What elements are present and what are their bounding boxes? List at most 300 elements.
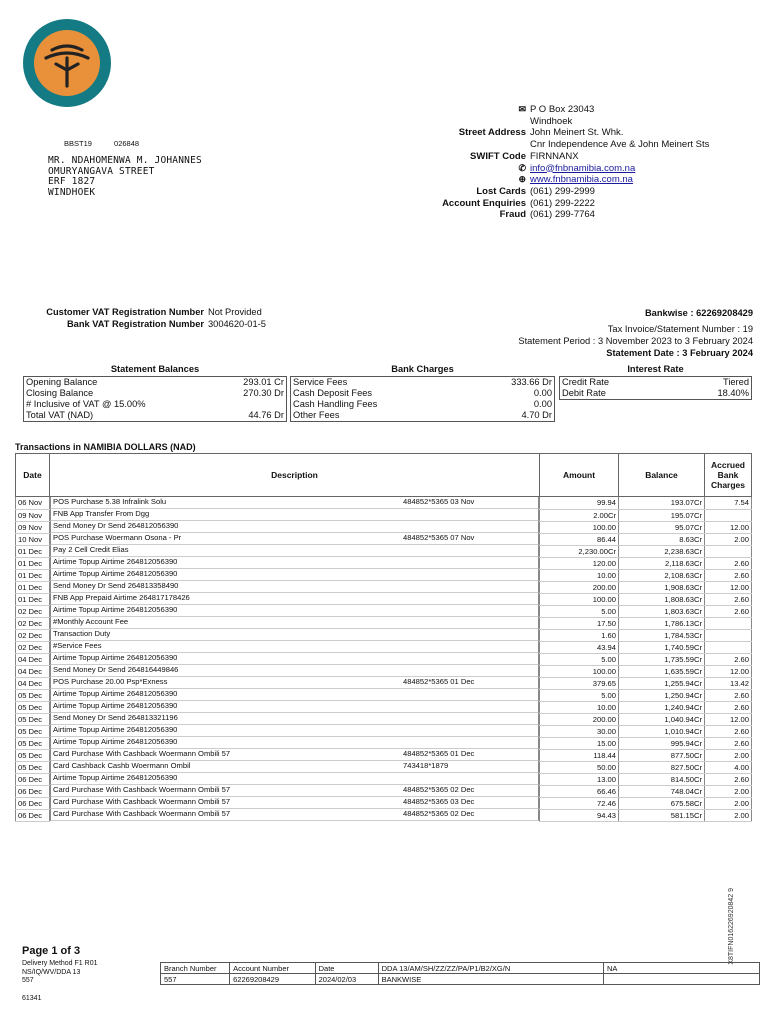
tx-date: 01 Dec [16,557,50,569]
balances-label: Opening Balance [26,377,98,387]
tx-description-cell [50,761,539,773]
tx-amount: 379.65 [540,677,619,689]
table-row [16,593,752,605]
charges-value: 0.00 [533,388,552,398]
website-link[interactable]: www.fnbnamibia.com.na [530,174,633,186]
tx-amount: 100.00 [540,665,619,677]
contact-value: Cnr Independence Ave & John Meinert Sts [530,139,710,151]
tx-description: Send Money Dr Send 264812056390 [53,521,179,530]
tx-description: #Service Fees [53,641,102,650]
interest-row [560,388,751,399]
tx-description-cell [50,665,539,677]
contact-row [380,174,740,186]
tx-amount: 43.94 [540,641,619,653]
table-row [16,557,752,569]
tx-description: Send Money Dr Send 264813358490 [53,581,179,590]
tx-accrued-charges: 2.60 [705,689,752,701]
contact-value: Windhoek [530,115,573,127]
tx-description: Airtime Topup Airtime 264812056390 [53,725,178,734]
tx-amount: 30.00 [540,725,619,737]
tx-balance: 581.15Cr [619,809,705,821]
tx-accrued-charges: 2.60 [705,557,752,569]
tx-description: POS Purchase 20.00 Psp*Exness [53,677,168,686]
tx-description-cell [50,617,539,629]
tx-accrued-charges [705,641,752,653]
envelope-icon: ✉ [518,104,526,114]
tx-accrued-charges: 2.60 [705,773,752,785]
contact-row [380,198,740,210]
tx-description: Airtime Topup Airtime 264812056390 [53,653,178,662]
tx-description: Airtime Topup Airtime 264812056390 [53,737,178,746]
tx-date: 05 Dec [16,737,50,749]
tx-balance: 1,786.13Cr [619,617,705,629]
table-row [16,545,752,557]
tx-description: Airtime Topup Airtime 264812056390 [53,569,178,578]
tx-balance: 1,635.59Cr [619,665,705,677]
tx-accrued-charges [705,617,752,629]
tx-description: Card Purchase With Cashback Woermann Ombili 57 [53,797,231,806]
bank-charges [290,364,555,422]
table-row [16,509,752,521]
balances-value: 44.76 Dr [248,410,284,420]
tx-balance: 675.58Cr [619,797,705,809]
tx-balance: 1,908.63Cr [619,581,705,593]
tx-accrued-charges: 2.60 [705,569,752,581]
balances-row [24,388,286,399]
tx-balance: 1,010.94Cr [619,725,705,737]
tx-balance: 1,808.63Cr [619,593,705,605]
contact-label: Street Address [458,127,526,139]
tx-reference: 484852*5365 02 Dec [403,809,475,818]
tx-amount: 99.94 [540,497,619,510]
charges-label: Cash Handling Fees [293,399,378,409]
tx-reference: 484852*5365 03 Nov [403,497,475,506]
tx-description: Airtime Topup Airtime 264812056390 [53,605,178,614]
balances-value: 293.01 Cr [243,377,284,387]
delivery-info-line: NS/IQ/WV/DDA 13 [22,968,81,976]
balances-row [24,377,286,388]
delivery-info-line: 557 [22,977,34,985]
mail-reference [64,139,159,148]
tx-accrued-charges: 13.42 [705,677,752,689]
tx-date: 01 Dec [16,593,50,605]
tx-description-cell [50,785,539,797]
fnb-logo [22,18,112,108]
tx-description-cell [50,653,539,665]
tx-description-cell [50,701,539,713]
tx-amount: 10.00 [540,701,619,713]
contact-label [380,139,530,151]
tx-date: 06 Dec [16,797,50,809]
table-row [16,569,752,581]
tx-date: 04 Dec [16,665,50,677]
tx-accrued-charges: 2.60 [705,653,752,665]
tx-accrued-charges: 2.00 [705,749,752,761]
tx-accrued-charges: 2.60 [705,737,752,749]
charges-row [291,410,554,421]
recipient-line: OMURYANGAVA STREET [48,165,155,177]
bank-vat-value: 3004620-01-5 [208,318,266,329]
tx-description: Airtime Topup Airtime 264812056390 [53,773,178,782]
tx-date: 01 Dec [16,569,50,581]
tx-date: 05 Dec [16,725,50,737]
contact-label: SWIFT Code [470,150,526,162]
interest-rate [559,364,752,400]
contact-row [380,116,740,128]
tx-date: 06 Dec [16,785,50,797]
table-row [16,617,752,629]
footer-code: 61341 [22,995,42,1002]
contact-row [380,209,740,221]
interest-label: Credit Rate [562,377,610,387]
recipient-line: MR. NDAHOMENWA M. JOHANNES [48,155,202,166]
statement-balances [23,364,287,422]
tx-amount: 5.00 [540,605,619,617]
tx-balance: 2,118.63Cr [619,557,705,569]
charges-value: 333.66 Dr [511,377,552,387]
tx-date: 05 Dec [16,701,50,713]
charges-label: Other Fees [293,410,340,420]
tx-description: #Monthly Account Fee [53,617,129,626]
table-row [16,605,752,617]
tx-description: FNB App Prepaid Airtime 264817178426 [53,593,190,602]
tx-description-cell [50,533,539,545]
tx-amount: 120.00 [540,557,619,569]
contact-value: FIRNNANX [530,150,579,162]
tx-description: Airtime Topup Airtime 264812056390 [53,701,178,710]
email-icon: ✆ [518,162,526,173]
tx-amount: 2.00Cr [540,509,619,521]
tx-description-cell [50,629,539,641]
tx-date: 06 Dec [16,809,50,821]
balances-label: # Inclusive of VAT @ 15.00% [26,399,146,409]
tx-description: Send Money Dr Send 264816449846 [53,665,179,674]
tx-amount: 17.50 [540,617,619,629]
tx-balance: 1,803.63Cr [619,605,705,617]
table-row [16,797,752,809]
tx-description-cell [50,593,539,605]
tx-date: 05 Dec [16,689,50,701]
transactions-title: Transactions in NAMIBIA DOLLARS (NAD) [15,442,196,452]
tx-description-cell [50,689,539,701]
ref-number: 026848 [114,139,140,148]
charges-row [291,399,554,410]
col-amount: Amount [540,454,619,497]
tx-accrued-charges: 2.60 [705,605,752,617]
tx-amount: 100.00 [540,593,619,605]
tx-balance: 95.07Cr [619,521,705,533]
table-row [16,581,752,593]
bank-charges-title: Bank Charges [391,364,454,374]
globe-icon: ⊕ [518,174,526,185]
table-row [16,629,752,641]
tx-description-cell [50,737,539,749]
contact-value: (061) 299-2999 [530,185,595,197]
tx-description: POS Purchase 5.38 Infralink Solu [53,497,167,506]
account-footer-table [160,962,760,985]
tx-balance: 195.07Cr [619,509,705,521]
recipient-address [48,156,202,198]
tx-balance: 827.50Cr [619,761,705,773]
tx-accrued-charges: 2.00 [705,785,752,797]
tx-reference: 743418*1879 [403,761,449,770]
table-row [16,653,752,665]
tx-accrued-charges [705,545,752,557]
tx-description: FNB App Transfer From Dgg [53,509,150,518]
tx-amount: 200.00 [540,713,619,725]
tx-accrued-charges: 2.60 [705,593,752,605]
table-row [16,665,752,677]
footer-table-value: 62269208429 [230,974,315,985]
contact-row [380,163,740,175]
tx-date: 06 Dec [16,773,50,785]
charges-row [291,377,554,388]
tax-invoice-number: Tax Invoice/Statement Number : 19 [607,324,753,334]
charges-value: 4.70 Dr [521,410,552,420]
tx-balance: 995.94Cr [619,737,705,749]
tx-balance: 1,740.59Cr [619,641,705,653]
tx-balance: 2,238.63Cr [619,545,705,557]
contact-icon-cell [380,163,530,175]
contact-label [380,116,530,128]
balances-row [24,410,286,421]
tx-accrued-charges: 12.00 [705,581,752,593]
tx-description: Transaction Duty [53,629,111,638]
charges-value: 0.00 [533,399,552,409]
tx-description: Card Purchase With Cashback Woermann Ombili 57 [53,809,231,818]
table-row [16,521,752,533]
col-description: Description [50,454,540,497]
delivery-info-line: Delivery Method F1 R01 [22,960,98,967]
footer-table-header: Account Number [230,963,315,974]
charges-label: Service Fees [293,377,348,387]
tx-accrued-charges: 12.00 [705,713,752,725]
table-row [16,749,752,761]
tx-balance: 1,250.94Cr [619,689,705,701]
bankwise-number: Bankwise : 62269208429 [644,308,753,318]
contact-label: Fraud [499,209,526,221]
tx-balance: 1,040.94Cr [619,713,705,725]
recipient-line: ERF 1827 [48,176,96,187]
tx-amount: 5.00 [540,689,619,701]
table-row [16,497,752,510]
table-row [16,713,752,725]
contact-row [380,186,740,198]
table-row [16,689,752,701]
footer-table-header: DDA 13/AM/SH/ZZ/ZZ/PA/P1/B2/XG/N [378,963,603,974]
tx-reference: 484852*5365 01 Dec [403,749,475,758]
table-row [16,641,752,653]
tx-date: 09 Nov [16,521,50,533]
tx-accrued-charges: 7.54 [705,497,752,510]
contact-value: P O Box 23043 [530,104,595,115]
balances-value: 270.30 Dr [243,388,284,398]
tx-amount: 15.00 [540,737,619,749]
table-row [16,737,752,749]
tx-accrued-charges [705,629,752,641]
tx-description-cell [50,641,539,653]
table-row [16,785,752,797]
contact-icon-cell [380,104,530,116]
tx-description: Card Purchase With Cashback Woermann Ombili 57 [53,749,231,758]
tx-reference: 484852*5365 02 Dec [403,785,475,794]
footer-table-value: BANKWISE [378,974,603,985]
tx-description-cell [50,605,539,617]
tx-description-cell [50,521,539,533]
tx-date: 02 Dec [16,629,50,641]
tx-balance: 2,108.63Cr [619,569,705,581]
tx-date: 09 Nov [16,509,50,521]
tx-date: 01 Dec [16,581,50,593]
balances-label: Closing Balance [26,388,94,398]
delivery-info [22,960,97,986]
tx-balance: 8.63Cr [619,533,705,545]
vat-registration [30,307,266,330]
tx-date: 04 Dec [16,677,50,689]
customer-vat-value: Not Provided [208,307,262,317]
statement-balances-title: Statement Balances [110,364,200,374]
table-row [16,725,752,737]
tx-description-cell [50,677,539,689]
tx-amount: 100.00 [540,521,619,533]
tx-balance: 1,240.94Cr [619,701,705,713]
tx-balance: 877.50Cr [619,749,705,761]
statement-period: Statement Period : 3 November 2023 to 3 February 2024 [518,336,753,346]
interest-rate-title: Interest Rate [627,364,684,374]
footer-table-header: NA [603,963,759,974]
tx-amount: 118.44 [540,749,619,761]
tx-accrued-charges: 2.00 [705,809,752,821]
ref-code: BBST19 [64,139,92,148]
tx-description: Airtime Topup Airtime 264812056390 [53,557,178,566]
charges-row [291,388,554,399]
col-balance: Balance [619,454,705,497]
tx-description-cell [50,749,539,761]
tx-balance: 1,735.59Cr [619,653,705,665]
statement-info [518,307,753,359]
tx-reference: 484852*5365 03 Dec [403,797,475,806]
tx-date: 01 Dec [16,545,50,557]
side-barcode-text: X8TIFN016226920842 9 [728,888,735,965]
interest-value: Tiered [722,377,749,387]
tx-balance: 193.07Cr [619,497,705,510]
recipient-line: WINDHOEK [48,186,96,198]
tx-balance: 814.50Cr [619,773,705,785]
tx-description-cell [50,497,539,509]
tx-date: 02 Dec [16,641,50,653]
contact-row [380,139,740,151]
tx-reference: 484852*5365 07 Nov [403,533,475,542]
contact-row [380,151,740,163]
tx-accrued-charges [705,509,752,521]
contact-label: Lost Cards [476,185,526,197]
tx-amount: 94.43 [540,809,619,821]
email-link[interactable]: info@fnbnamibia.com.na [530,162,636,174]
statement-date: Statement Date : 3 February 2024 [606,348,753,358]
customer-vat-label: Customer VAT Registration Number [46,307,204,317]
contact-label: Account Enquiries [442,197,526,209]
tx-description: Card Purchase With Cashback Woermann Ombili 57 [53,785,231,794]
contact-value: (061) 299-2222 [530,197,595,209]
table-row [16,761,752,773]
tx-amount: 86.44 [540,533,619,545]
tx-amount: 10.00 [540,569,619,581]
transactions-table [15,453,752,822]
tx-description: Card Cashback Cashb Woermann Ombil [53,761,191,770]
contact-row [380,127,740,139]
tx-description-cell [50,713,539,725]
tx-accrued-charges: 2.60 [705,725,752,737]
tx-description-cell [50,569,539,581]
tx-date: 10 Nov [16,533,50,545]
tx-accrued-charges: 12.00 [705,521,752,533]
interest-label: Debit Rate [562,388,606,398]
tx-accrued-charges: 2.60 [705,701,752,713]
tx-balance: 748.04Cr [619,785,705,797]
tx-date: 04 Dec [16,653,50,665]
tx-reference: 484852*5365 01 Dec [403,677,475,686]
page-number: Page 1 of 3 [22,945,81,957]
tx-balance: 1,784.53Cr [619,629,705,641]
bank-contact-block [380,104,740,221]
tx-description: Pay 2 Cell Credit Elias [53,545,129,554]
contact-icon-cell [380,174,530,186]
interest-row [560,377,751,388]
tx-date: 05 Dec [16,749,50,761]
tx-accrued-charges: 4.00 [705,761,752,773]
charges-label: Cash Deposit Fees [293,388,373,398]
tx-accrued-charges: 2.00 [705,533,752,545]
tx-amount: 5.00 [540,653,619,665]
table-row [16,533,752,545]
tx-date: 05 Dec [16,761,50,773]
contact-row [380,104,740,116]
tx-date: 02 Dec [16,617,50,629]
tx-amount: 1.60 [540,629,619,641]
balances-label: Total VAT (NAD) [26,410,94,420]
table-row [16,677,752,689]
footer-table-value: 557 [161,974,230,985]
tx-date: 05 Dec [16,713,50,725]
tx-date: 02 Dec [16,605,50,617]
footer-table-value: 2024/02/03 [315,974,378,985]
tx-description-cell [50,809,539,821]
interest-value: 18.40% [717,388,749,398]
footer-table-header: Branch Number [161,963,230,974]
tx-amount: 13.00 [540,773,619,785]
tx-accrued-charges: 2.00 [705,797,752,809]
tx-date: 06 Nov [16,497,50,510]
tx-amount: 66.46 [540,785,619,797]
table-row [16,773,752,785]
tx-description-cell [50,509,539,521]
footer-table-value [603,974,759,985]
footer-table-header: Date [315,963,378,974]
tx-description: POS Purchase Woermann Osona - Pr [53,533,182,542]
tx-description-cell [50,773,539,785]
tx-description-cell [50,725,539,737]
tx-description-cell [50,581,539,593]
tx-amount: 50.00 [540,761,619,773]
tx-accrued-charges: 12.00 [705,665,752,677]
contact-value: John Meinert St. Whk. [530,127,624,139]
tx-description: Send Money Dr Send 264813321196 [53,713,178,722]
tx-description-cell [50,545,539,557]
tx-description-cell [50,557,539,569]
bank-vat-label: Bank VAT Registration Number [66,318,204,329]
tx-description-cell [50,797,539,809]
contact-value: (061) 299-7764 [530,209,595,221]
